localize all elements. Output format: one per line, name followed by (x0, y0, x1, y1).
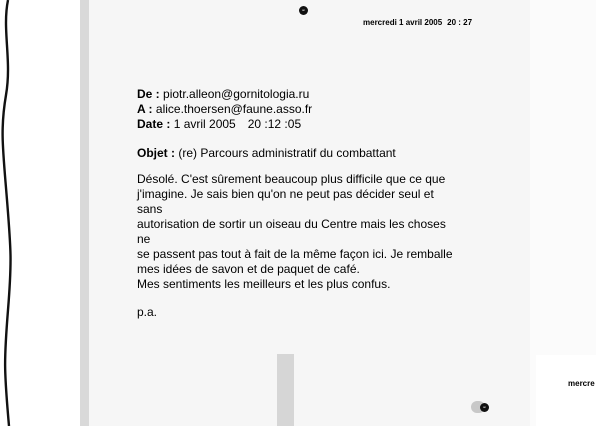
email-body (137, 172, 457, 292)
to-address: alice.thoersen@faune.asso.fr (155, 102, 313, 116)
body-line: j'imagine. Je sais bien qu'on ne peut pas décider seul et sans (137, 187, 434, 216)
page-edge-shadow (80, 0, 89, 426)
on-badge-icon: on (299, 6, 308, 15)
timestamp-time: 20 : 27 (447, 18, 473, 27)
sent-time: 20 :12 :05 (247, 117, 302, 131)
date-row (137, 117, 457, 132)
body-line: mes idées de savon et de paquet de café. (137, 262, 360, 276)
from-row (137, 87, 457, 102)
from-address: piotr.alleon@gornitologia.ru (163, 87, 310, 101)
body-line: Mes sentiments les meilleurs et les plus confus. (137, 277, 391, 291)
subject-text: (re) Parcours administratif du combattant (178, 146, 396, 160)
subject-row (137, 146, 457, 161)
subject-label: Objet : (137, 146, 175, 160)
email-message (137, 87, 457, 320)
timestamp (363, 18, 472, 27)
timestamp-date: mercredi 1 avril 2005 (363, 18, 443, 27)
timestamp-partial: mercre (568, 379, 595, 388)
body-line: autorisation de sortir un oiseau du Centre mais les choses ne (137, 217, 446, 246)
next-page-card (536, 355, 596, 426)
from-label: De : (137, 87, 160, 101)
bottom-grey-bar (277, 354, 294, 426)
to-row (137, 102, 457, 117)
body-line: se passent pas tout à fait de la même façon ici. Je remballe (137, 247, 453, 261)
sent-date: 1 avril 2005 (173, 117, 236, 131)
signature: p.a. (137, 305, 158, 319)
to-label: A : (137, 102, 153, 116)
torn-edge-line (0, 0, 30, 426)
date-label: Date : (137, 117, 171, 131)
email-headers (137, 87, 457, 132)
on-badge-icon: on (480, 403, 489, 412)
body-line: Désolé. C'est sûrement beaucoup plus difficile que ce que (137, 172, 446, 186)
